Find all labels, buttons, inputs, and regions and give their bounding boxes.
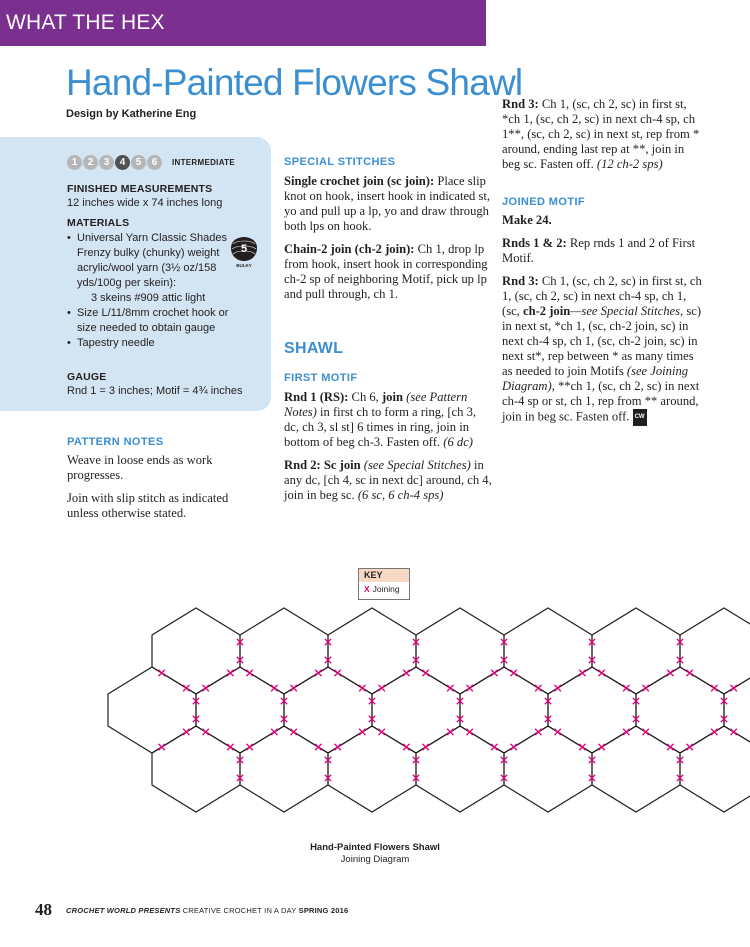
joining-mark	[334, 744, 340, 750]
section-banner-text: WHAT THE HEX	[6, 11, 165, 34]
gauge-heading: GAUGE	[67, 371, 107, 383]
joining-diagram	[0, 600, 750, 840]
joining-mark	[271, 685, 277, 691]
hex-motif	[240, 726, 328, 812]
rnd-emph: join	[381, 390, 403, 404]
diagram-caption-title: Hand-Painted Flowers Shawl	[310, 842, 440, 853]
joining-mark	[579, 670, 585, 676]
hex-motif	[592, 726, 680, 812]
joining-mark	[623, 685, 629, 691]
joining-mark	[290, 729, 296, 735]
pattern-notes-heading: PATTERN NOTES	[67, 436, 164, 448]
joining-mark	[711, 729, 717, 735]
joining-mark	[491, 670, 497, 676]
joining-mark	[554, 729, 560, 735]
make-count: Make 24.	[502, 213, 552, 227]
key-heading: KEY	[359, 569, 409, 582]
hex-motif	[416, 608, 504, 694]
rnd-note: (see Pattern Notes)	[284, 390, 468, 419]
pattern-title: Hand-Painted Flowers Shawl	[66, 62, 523, 103]
rnd-emph: ch-2 join	[522, 304, 571, 318]
joining-mark	[711, 685, 717, 691]
joining-mark	[246, 670, 252, 676]
finished-heading: FINISHED MEASUREMENTS	[67, 183, 213, 195]
materials-list	[67, 231, 230, 351]
skill-dot-3: 3	[99, 155, 114, 170]
rnd-text: Ch 1, (sc, ch 2, sc) in first st, ch 1, (sc, ch 2, sc) in next ch-4 sp, ch 1, (sc,	[502, 274, 702, 318]
joining-mark	[227, 744, 233, 750]
joining-mark	[183, 685, 189, 691]
joining-mark	[271, 729, 277, 735]
sc-join-text: Place slip knot on hook, insert hook in indicated st, yo and pull up a lp, yo and draw through both lps on hook.	[284, 174, 491, 233]
joining-mark	[227, 670, 233, 676]
joining-mark	[466, 685, 472, 691]
rnd-text: Ch 1, (sc, ch 2, sc) in first st, *ch 1, (sc, ch 2, sc) in next ch-4 sp, ch 1**, (sc, ch 2, sc) in next st, rep from * around, ending last rep at **, join in beg sc. Fasten off.	[502, 97, 700, 171]
footer-season: SPRING 2016	[298, 906, 349, 915]
hex-motif	[680, 726, 750, 812]
joining-mark	[158, 744, 164, 750]
section-banner	[0, 0, 486, 46]
yarn-weight-label: BULKY	[236, 263, 252, 268]
joining-mark	[359, 729, 365, 735]
joining-mark	[315, 670, 321, 676]
joining-mark	[447, 729, 453, 735]
hex-motif	[636, 667, 724, 753]
skill-level-label: INTERMEDIATE	[172, 158, 236, 167]
sc-join-name: Single crochet join (sc join):	[284, 174, 435, 188]
designer-byline: Design by Katherine Eng	[66, 108, 197, 120]
rnd-label: Rnd 1 (RS):	[284, 390, 349, 404]
rnd-note: (see Joining Diagram)	[502, 364, 689, 393]
first-motif-body	[284, 390, 494, 511]
skill-dot-6: 6	[147, 155, 162, 170]
joined-motif-heading: JOINED MOTIF	[502, 196, 586, 208]
joining-mark	[667, 744, 673, 750]
rnd-count: (6 sc, 6 ch-4 sps)	[357, 488, 444, 502]
rnd-label: Rnd 2: Sc join	[284, 458, 361, 472]
rnd-count: (6 dc)	[443, 435, 473, 449]
joined-motif-rnd3	[502, 274, 702, 426]
rnd-text: , **ch 1, (sc, ch 2, sc) in next ch-4 sp or st, ch 1, rep from ** around, join in beg sc. Fasten off.	[502, 379, 700, 424]
skill-dot-5: 5	[131, 155, 146, 170]
key-label: Joining	[372, 584, 400, 594]
rnd-label: Rnd 3:	[502, 274, 539, 288]
materials-item: 3 skeins #909 attic light	[91, 292, 206, 304]
rnd-label: Rnd 3:	[502, 97, 539, 111]
joining-mark	[202, 685, 208, 691]
joining-mark	[686, 670, 692, 676]
joining-mark	[554, 685, 560, 691]
first-motif-rnd2	[284, 458, 494, 503]
pattern-note: Join with slip stitch as indicated unless otherwise stated.	[67, 491, 229, 520]
ch2-join-text: Ch 1, drop lp from hook, insert hook in corresponding ch-2 sp of neighboring Motif, pick up lp and pull through, ch 1.	[284, 242, 488, 301]
pattern-note: Weave in loose ends as work progresses.	[67, 453, 213, 482]
joining-mark	[378, 685, 384, 691]
ch2-join-name: Chain-2 join (ch-2 join):	[284, 242, 415, 256]
materials-heading: MATERIALS	[67, 217, 130, 229]
ch2-join-definition	[284, 242, 494, 302]
joining-mark	[535, 729, 541, 735]
finished-text: 12 inches wide x 74 inches long	[67, 197, 223, 209]
cw-icon: CW	[633, 409, 647, 426]
hex-motif	[416, 726, 504, 812]
joining-mark	[623, 729, 629, 735]
joining-mark	[403, 670, 409, 676]
joining-mark	[315, 744, 321, 750]
joining-mark	[642, 729, 648, 735]
joining-mark	[686, 744, 692, 750]
hex-motif	[460, 667, 548, 753]
joined-motif-make	[502, 213, 702, 228]
yarn-weight-number: 5	[240, 243, 248, 255]
hex-motif	[680, 608, 750, 694]
rnd-note: (see Special Stitches)	[360, 458, 471, 472]
hex-motif	[152, 608, 240, 694]
joining-symbol: X	[364, 584, 370, 594]
hex-motif	[196, 667, 284, 753]
page-number: 48	[35, 900, 52, 919]
joined-motif-rnds12	[502, 236, 702, 266]
gauge-text: Rnd 1 = 3 inches; Motif = 4¾ inches	[67, 385, 243, 397]
first-motif-heading: FIRST MOTIF	[284, 372, 358, 384]
joining-mark	[510, 670, 516, 676]
hex-motif	[152, 726, 240, 812]
footer-publication: CROCHET WORLD PRESENTS	[66, 906, 181, 915]
skill-dot-1: 1	[67, 155, 82, 170]
hex-motif	[372, 667, 460, 753]
joining-mark	[290, 685, 296, 691]
hex-motif	[240, 608, 328, 694]
materials-item: • Tapestry needle	[67, 336, 230, 351]
rnd-text: , sc) in next st, *ch 1, (sc, ch-2 join, sc) in next ch-4 sp, ch 1, (sc, ch-2 join, sc) in next st*, rep between * as many times as needed to join Motifs	[502, 304, 702, 378]
skill-dot-2: 2	[83, 155, 98, 170]
diagram-caption-subtitle: Joining Diagram	[340, 854, 410, 865]
joining-mark	[730, 685, 736, 691]
joining-mark	[158, 670, 164, 676]
first-motif-rnd1	[284, 390, 494, 450]
yarn-weight-icon	[227, 234, 261, 268]
footer-line	[66, 906, 348, 915]
hex-motif	[592, 608, 680, 694]
hex-motif	[284, 667, 372, 753]
first-motif-rnd3	[502, 97, 702, 172]
key-entry	[359, 582, 409, 597]
joining-mark	[535, 685, 541, 691]
joining-mark	[598, 670, 604, 676]
joining-mark	[359, 685, 365, 691]
joining-mark	[466, 729, 472, 735]
joining-mark	[202, 729, 208, 735]
hex-motif	[108, 667, 196, 753]
joined-motif-body	[502, 213, 702, 434]
joining-mark	[422, 744, 428, 750]
shawl-heading: SHAWL	[284, 340, 344, 357]
rnd-count: (12 ch-2 sps)	[596, 157, 663, 171]
joining-mark	[579, 744, 585, 750]
hex-motif	[328, 726, 416, 812]
hex-motif	[504, 726, 592, 812]
materials-item: • Size L/11/8mm crochet hook or size needed to obtain gauge	[67, 306, 230, 336]
joining-mark	[246, 744, 252, 750]
joining-mark	[667, 670, 673, 676]
joining-mark	[378, 729, 384, 735]
materials-item: • Universal Yarn Classic Shades Frenzy bulky (chunky) weight acrylic/wool yarn (3½ oz/158 yds/100g per skein):	[67, 231, 230, 291]
rnd-text: in any dc, [ch 4, sc in next dc] around, ch 4, join in beg sc.	[284, 458, 492, 502]
hex-motif	[328, 608, 416, 694]
skill-dot-4: 4	[115, 155, 130, 170]
joining-mark	[642, 685, 648, 691]
joining-mark	[598, 744, 604, 750]
rnd-text: Rep rnds 1 and 2 of First Motif.	[502, 236, 696, 265]
joining-mark	[491, 744, 497, 750]
right-column-body	[502, 97, 702, 180]
rnd-note: —see Special Stitches	[570, 304, 681, 318]
footer-issue: CREATIVE CROCHET IN A DAY	[180, 906, 299, 915]
joining-mark	[447, 685, 453, 691]
joining-mark	[334, 670, 340, 676]
special-stitches-heading: SPECIAL STITCHES	[284, 156, 396, 168]
skill-level-indicator	[67, 155, 235, 170]
rnd-text: Ch 6,	[348, 390, 382, 404]
rnd-text: in first ch to form a ring, [ch 3, dc, ch 3, sl st] 6 times in ring, join in bottom of beg ch-3. Fasten off.	[284, 405, 477, 449]
special-stitches-body	[284, 174, 494, 310]
joining-mark	[403, 744, 409, 750]
joining-mark	[730, 729, 736, 735]
sc-join-definition	[284, 174, 494, 234]
rnd-label: Rnds 1 & 2:	[502, 236, 567, 250]
joining-mark	[422, 670, 428, 676]
pattern-notes-body	[67, 453, 262, 529]
joining-mark	[183, 729, 189, 735]
diagram-key	[358, 568, 410, 600]
joining-mark	[510, 744, 516, 750]
hex-motif	[548, 667, 636, 753]
hex-motif	[504, 608, 592, 694]
